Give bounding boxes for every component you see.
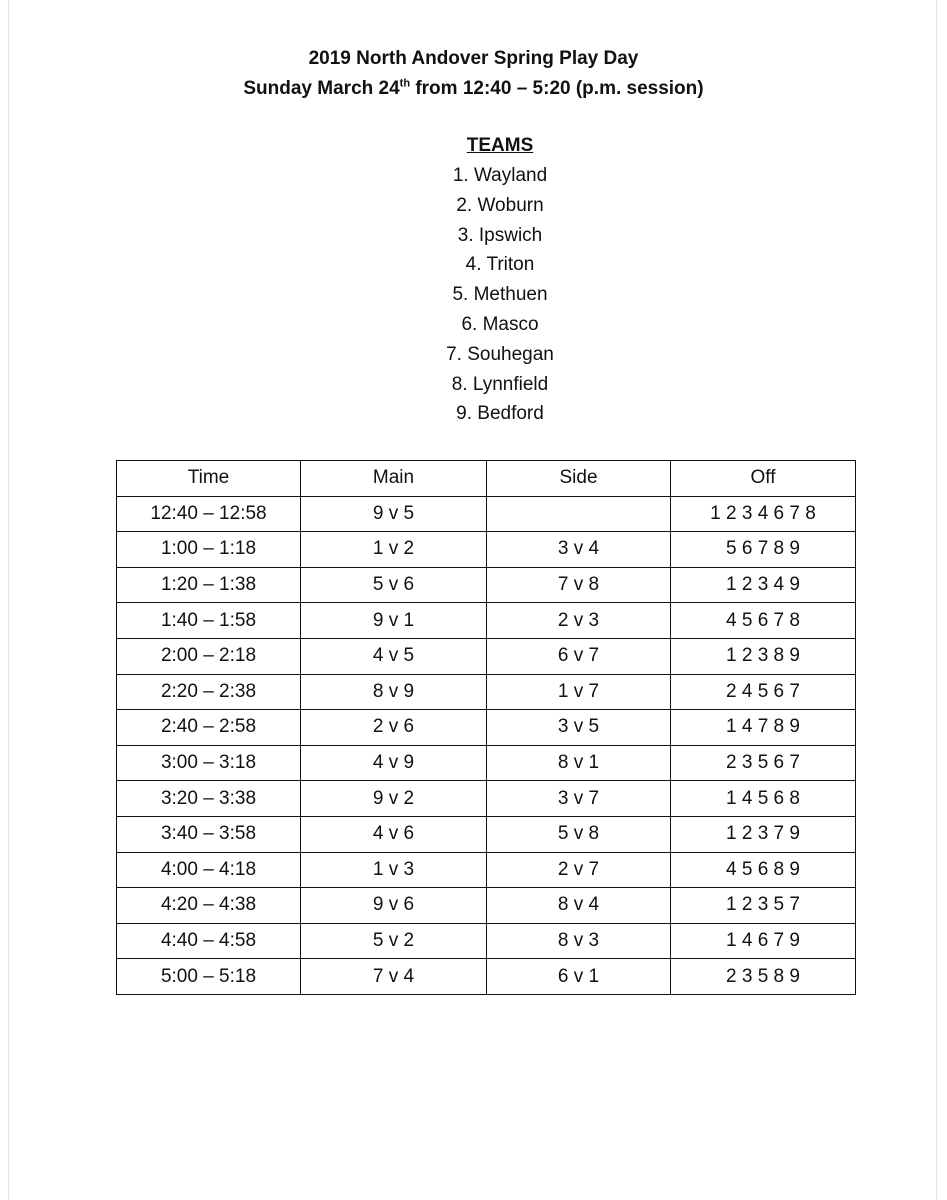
team-list-item: 5. Methuen [452, 284, 548, 306]
cell-side: 6 v 1 [487, 959, 671, 995]
cell-off: 1 2 3 4 6 7 8 [671, 496, 856, 532]
cell-main: 5 v 2 [301, 923, 487, 959]
cell-time: 3:20 – 3:38 [117, 781, 301, 817]
cell-time: 2:00 – 2:18 [117, 638, 301, 674]
cell-side: 7 v 8 [487, 567, 671, 603]
cell-main: 9 v 1 [301, 603, 487, 639]
team-list-item: 3. Ipswich [457, 224, 543, 246]
document-title [0, 44, 947, 104]
team-list [0, 161, 947, 429]
title-line-2-date: Sunday March 24 [243, 78, 400, 99]
table-row [117, 888, 856, 924]
title-line-2-ordinal: th [399, 77, 411, 90]
cell-time: 1:40 – 1:58 [117, 603, 301, 639]
table-row [117, 567, 856, 603]
team-list-item: 6. Masco [461, 313, 539, 335]
table-row [117, 638, 856, 674]
cell-time: 4:40 – 4:58 [117, 923, 301, 959]
team-list-item: 9. Bedford [456, 403, 544, 425]
title-line-2 [0, 74, 947, 104]
cell-main: 1 v 3 [301, 852, 487, 888]
cell-off: 1 2 3 5 7 [671, 888, 856, 924]
teams-section [0, 131, 947, 429]
cell-off: 1 2 3 4 9 [671, 567, 856, 603]
title-line-2-time: from 12:40 – 5:20 (p.m. session) [410, 78, 704, 99]
table-row [117, 710, 856, 746]
table-row [117, 603, 856, 639]
table-row [117, 781, 856, 817]
cell-off: 4 5 6 7 8 [671, 603, 856, 639]
cell-side: 8 v 3 [487, 923, 671, 959]
cell-main: 2 v 6 [301, 710, 487, 746]
table-row [117, 923, 856, 959]
cell-side: 1 v 7 [487, 674, 671, 710]
cell-time: 5:00 – 5:18 [117, 959, 301, 995]
header-main: Main [301, 461, 487, 497]
team-list-item: 7. Souhegan [446, 343, 554, 365]
cell-main: 8 v 9 [301, 674, 487, 710]
cell-off: 2 4 5 6 7 [671, 674, 856, 710]
cell-side: 2 v 3 [487, 603, 671, 639]
cell-main: 4 v 9 [301, 745, 487, 781]
team-list-item: 2. Woburn [456, 194, 544, 216]
header-off: Off [671, 461, 856, 497]
cell-off: 1 4 6 7 9 [671, 923, 856, 959]
table-row [117, 959, 856, 995]
cell-side: 3 v 5 [487, 710, 671, 746]
cell-main: 5 v 6 [301, 567, 487, 603]
cell-time: 4:20 – 4:38 [117, 888, 301, 924]
schedule-table [116, 460, 856, 995]
cell-off: 4 5 6 8 9 [671, 852, 856, 888]
cell-off: 1 4 5 6 8 [671, 781, 856, 817]
cell-side: 3 v 7 [487, 781, 671, 817]
cell-time: 1:20 – 1:38 [117, 567, 301, 603]
cell-time: 2:20 – 2:38 [117, 674, 301, 710]
team-list-item: 8. Lynnfield [451, 373, 549, 395]
table-header-row [117, 461, 856, 497]
cell-off: 2 3 5 6 7 [671, 745, 856, 781]
cell-main: 7 v 4 [301, 959, 487, 995]
cell-main: 9 v 5 [301, 496, 487, 532]
cell-main: 4 v 6 [301, 816, 487, 852]
cell-time: 1:00 – 1:18 [117, 532, 301, 568]
cell-time: 3:40 – 3:58 [117, 816, 301, 852]
cell-time: 4:00 – 4:18 [117, 852, 301, 888]
cell-off: 5 6 7 8 9 [671, 532, 856, 568]
cell-off: 1 2 3 8 9 [671, 638, 856, 674]
cell-off: 2 3 5 8 9 [671, 959, 856, 995]
cell-side: 2 v 7 [487, 852, 671, 888]
header-time: Time [117, 461, 301, 497]
teams-heading: TEAMS [466, 135, 534, 156]
cell-side [487, 496, 671, 532]
table-row [117, 496, 856, 532]
table-row [117, 852, 856, 888]
table-row [117, 816, 856, 852]
cell-side: 3 v 4 [487, 532, 671, 568]
header-side: Side [487, 461, 671, 497]
cell-time: 3:00 – 3:18 [117, 745, 301, 781]
cell-side: 6 v 7 [487, 638, 671, 674]
cell-main: 4 v 5 [301, 638, 487, 674]
cell-main: 9 v 6 [301, 888, 487, 924]
cell-off: 1 2 3 7 9 [671, 816, 856, 852]
team-list-item: 1. Wayland [452, 165, 548, 186]
cell-side: 8 v 4 [487, 888, 671, 924]
cell-side: 8 v 1 [487, 745, 671, 781]
table-row [117, 745, 856, 781]
title-line-1: 2019 North Andover Spring Play Day [308, 48, 639, 69]
table-row [117, 532, 856, 568]
cell-off: 1 4 7 8 9 [671, 710, 856, 746]
team-list-item: 4. Triton [465, 254, 535, 276]
cell-main: 9 v 2 [301, 781, 487, 817]
table-row [117, 674, 856, 710]
cell-side: 5 v 8 [487, 816, 671, 852]
cell-time: 2:40 – 2:58 [117, 710, 301, 746]
cell-main: 1 v 2 [301, 532, 487, 568]
cell-time: 12:40 – 12:58 [117, 496, 301, 532]
